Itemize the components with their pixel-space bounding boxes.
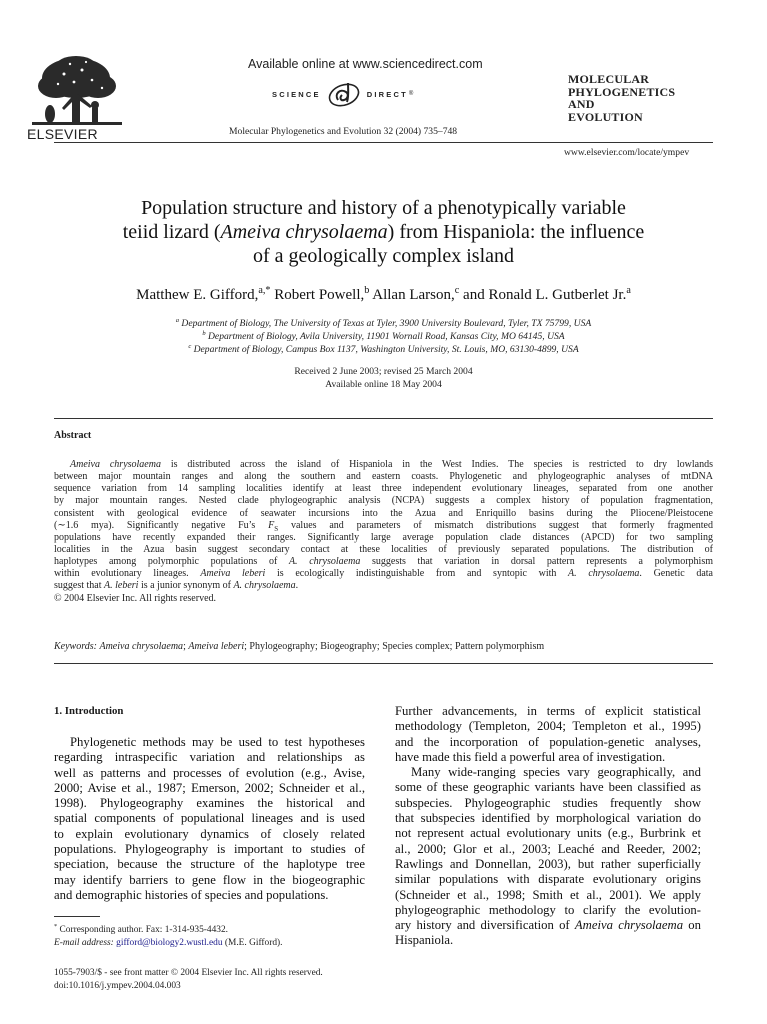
publisher-name: ELSEVIER [27,126,98,142]
title-line: Population structure and history of a phenotypically variable [141,197,626,219]
abstract-line: consistent with geological evidence of seawater incursions into the Azua and Enriquillo basins during the Pliocene/Pleistocene [54,507,713,519]
affiliation-c: $^c$ Department of Biology, Campus Box 1137, Washington University, St. Louis, MO, 63130-4899, USA [188,342,579,355]
body-line: well as patterns and processes of evolution (e.g., Avise, [54,765,365,780]
intro-left-column [54,735,365,903]
email-note: E-mail address: gifford@biology2.wustl.edu (M.E. Gifford). [54,938,283,948]
body-line: ary history and diversification of Ameiva chrysolaema on [395,918,701,933]
author-email-link[interactable]: gifford@biology2.wustl.edu [113,938,223,948]
body-line: and demographic histories of species and populations. [54,887,329,902]
sciencedirect-d-icon [324,80,364,108]
sciencedirect-logo [272,80,413,108]
title-line: teiid lizard (Ameiva chrysolaema) from Hispaniola: the influence [122,221,645,243]
abstract-line: localities in the Azua basin suggest secondary contact at these localities of previously separated populations. The distribution of [54,543,713,555]
body-line: 2000; Avise et al., 1987; Emerson, 2002; Schneider et al., [54,780,365,795]
abstract-top-rule [54,418,713,419]
copyright-line: © 2004 Elsevier Inc. All rights reserved. [54,592,217,604]
abstract-line: (∼1.6 mya). Significantly negative Fu’s $F_S$ values and parameters of mismatch distributions suggest that formerly fragmented [54,519,713,532]
journal-title-block [568,73,675,123]
body-line: speciation, because the structure of the haplotype tree [54,857,365,872]
abstract-line: suggest that A. leberi is a junior synonym of A. chrysolaema. [54,580,299,592]
author-list: Matthew E. Gifford,$^{a,*}$ Robert Powell,$^b$ Allan Larson,$^c$ and Ronald L. Gutberlet Jr.$^a$ [136,285,631,303]
available-online-text: Available online at www.sciencedirect.com [248,57,483,71]
body-line: Many wide-ranging species vary geographically, and [411,765,701,780]
sciencedirect-left-word: SCIENCE [272,89,321,99]
body-line: 1998). Phylogeography examines the historical and [54,796,365,811]
affiliation-a: $^a$ Department of Biology, The University of Texas at Tyler, 3900 University Boulevard, Tyler, TX 75799, USA [175,316,592,329]
received-date: Received 2 June 2003; revised 25 March 2004 [294,366,473,377]
footnote-rule [54,916,100,917]
journal-title-line: EVOLUTION [568,109,643,124]
abstract-body [54,459,713,605]
doi-line: doi:10.1016/j.ympev.2004.04.003 [54,981,181,991]
body-line: to explain evolutionary dynamics of closely related [54,826,365,841]
journal-title-line: AND [568,97,595,112]
journal-citation: Molecular Phylogenetics and Evolution 32 (2004) 735–748 [229,126,458,137]
abstract-bottom-rule [54,663,713,664]
body-line: (Schneider et al., 1998; Smith et al., 2001). We apply [395,887,701,902]
abstract-line: sequence variation from 14 sampling localities identify at least three independent evolutionary lineages, separated from one another [54,483,713,495]
body-line: phylogeographic methodology to clarify the evolution- [395,902,701,917]
body-line: Hispaniola. [395,933,454,948]
registered-mark: ® [408,91,414,97]
body-line: some of these geographic variants have been classified as [395,780,701,795]
keywords-line: Keywords: Ameiva chrysolaema; Ameiva leberi; Phylogeography; Biogeography; Species complex; Pattern polymorphism [54,641,545,652]
header-rule [54,142,713,143]
abstract-heading: Abstract [54,430,92,441]
abstract-line: by major mountain ranges. Nested clade phylogeographic analysis (NCPA) suggests a complex history of population fragmentation, [54,495,713,507]
body-line: have made this field a powerful area of investigation. [395,749,666,764]
available-date: Available online 18 May 2004 [325,379,442,390]
body-line: Rawlings and Donnellan, 2003), but rather superficially [395,856,701,871]
journal-url[interactable]: www.elsevier.com/locate/ympev [564,147,690,158]
body-line: Phylogenetic methods may be used to test hypotheses [70,735,365,749]
abstract-line: Ameiva chrysolaema is distributed across the island of Hispaniola in the West Indies. The species is restricted to dry lowlands [70,459,713,470]
affiliation-b: $^b$ Department of Biology, Avila University, 11901 Wornall Road, Kansas City, MO 64145, USA [202,329,565,342]
corresponding-author-note: * Corresponding author. Fax: 1-314-935-4432. [54,922,229,935]
body-line: and the incorporation of population-genetic analyses, [395,734,701,749]
body-line: subspecies. Phylogeographic studies frequently show [395,795,701,810]
title-line: of a geologically complex island [252,245,515,267]
intro-right-column [395,704,701,949]
body-line: regarding intraspecific variation and relationships as [54,750,365,765]
body-line: that subspecies identified by morphological variation do [395,811,701,826]
sciencedirect-right-word: DIRECT [366,89,408,99]
body-line: spatial components of populational lineages and is used [54,811,365,826]
article-title [54,196,713,268]
body-line: populations. Phylogeography is important to studies of [54,842,365,857]
body-line: similar populations with disparate evolutionary origins [395,872,701,887]
abstract-line: between major mountain ranges and along the southern and eastern coasts. Phylogenetic and phylogeographic analyses of mtDNA [54,471,713,483]
body-line: Further advancements, in terms of explicit statistical [395,704,701,718]
body-line: methodology (Templeton, 2004; Templeton et al., 1995) [395,719,701,734]
body-line: may identify barriers to gene flow in the biogeographic [54,872,365,887]
body-line: al., 2000; Glor et al., 2003; Leaché and Reeder, 2002; [395,841,701,856]
abstract-line: within evolutionary lineages. Ameiva leberi is ecologically indistinguishable from and syntopic with A. chrysolaema. Genetic data [54,568,713,580]
abstract-line: haplotypes among polymorphic populations of A. chrysolaema suggests that variation in dorsal pattern represents a polymorphism [54,556,713,568]
issn-line: 1055-7903/$ - see front matter © 2004 Elsevier Inc. All rights reserved. [54,968,323,978]
journal-title-line: MOLECULAR [568,72,650,86]
body-line: not represent actual evolutionary units (e.g., Burbrink et [395,826,701,841]
section-heading-introduction: 1. Introduction [54,705,124,717]
abstract-line: populations have recently expanded their ranges. Significantly large average population clade distances (APCD) for two sampling [54,531,713,543]
journal-title-line: PHYLOGENETICS [568,84,676,99]
